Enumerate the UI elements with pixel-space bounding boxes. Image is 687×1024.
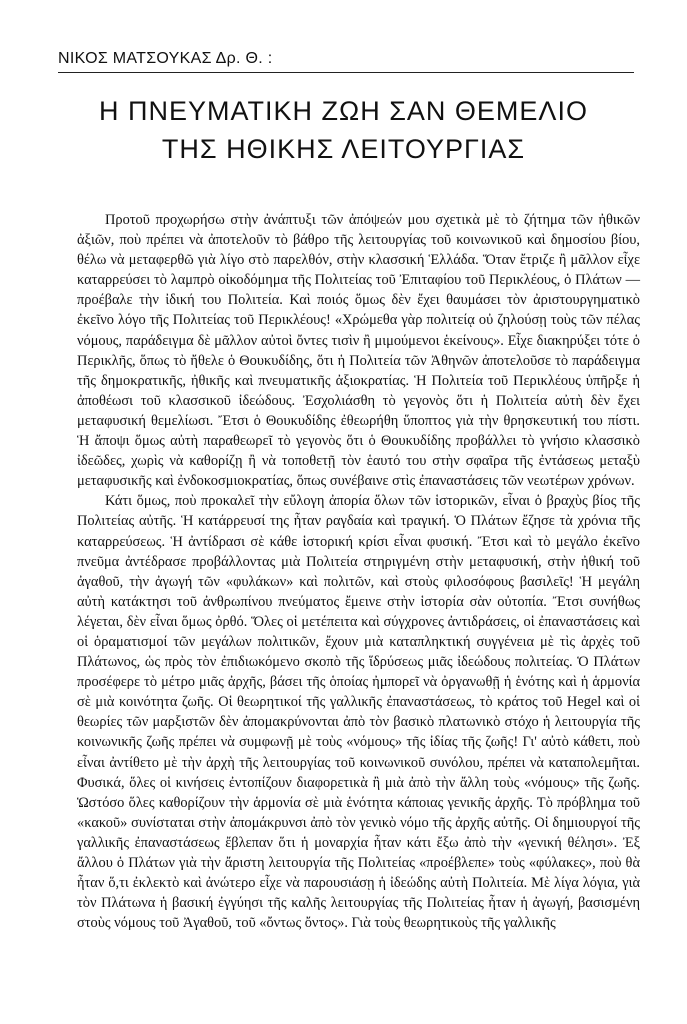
paragraph-2: Κάτι ὅμως, ποὺ προκαλεῖ τὴν εὔλογη ἀπορία ὅλων τῶν ἱστορικῶν, εἶναι ὁ βραχὺς βίος τῆς Πολιτείας αὐτῆς. Ἡ κατάρρευσί της ἦταν ραγδαία καὶ τραγική. Ὁ Πλάτων ἔζησε τὰ χρόνια τῆς καταρρεύσεως. Ἡ ἀντίδρασι σὲ κάθε ἱστορική κρίσι εἶναι φυσική. Ἔτσι καὶ τὸ μεγάλο ἐκεῖνο πνεῦμα ἀντέδρασε προβάλλοντας μιὰ Πολιτεία στηριγμένη στὴν μεταφυσική, στὴν ἠθική τοῦ ἀγαθοῦ, τὴν ἀγωγή τῶν «φυλάκων» καὶ πολιτῶν, καὶ στοὺς φιλοσόφους βασιλεῖς! Ἡ μεγάλη αὐτὴ κατάκτησι τοῦ ἀνθρωπίνου πνεύματος ἔμεινε στὴν ἱστορία σὰν οὐτοπία. Ἔτσι συνήθως λέγεται, δὲν εἶναι ὅμως ὀρθό. Ὅλες οἱ μετέπειτα καὶ σύγχρονες ἀντιδράσεις, οἱ ἐπαναστάσεις καὶ οἱ ὁραματισμοί τῶν μεγάλων πολιτικῶν, ἔχουν μιὰ καταπληκτική συγγένεια μὲ τὶς ἀρχὲς τοῦ Πλάτωνος, ὡς πρὸς τὸν ἐπιδιωκόμενο σκοπὸ τῆς ἵδρύσεως μιᾶς ἰδεώδους πολιτείας. Ὁ Πλάτων προσέφερε τὸ μέτρο μιᾶς ἀρχῆς, βάσει τῆς ὁποίας ἠμπορεῖ νὰ ὀργανωθῇ ἡ ἑνότης καὶ ἡ ἁρμονία σὲ μιὰ κοινότητα ζωῆς. Οἱ θεωρητικοί τῆς γαλλικῆς ἐπαναστάσεως, τὸ κράτος τοῦ Hegel καὶ οἱ θεωρίες τῶν μαρξιστῶν δὲν ἀπομακρύνονται ἀπὸ τὸν βασικὸ πλατωνικὸ στόχο ἡ λειτουργία τῆς κοινωνικῆς ζωῆς πρέπει νὰ συμφωνῇ μὲ τοὺς «νόμους» τῆς ἰδίας τῆς ζωῆς! Γι' αὐτὸ κάθετι, ποὺ εἶναι ἀντίθετο μὲ τὴν ἀρχὴ τῆς λειτουργίας τοῦ κοινωνικοῦ συνόλου, πρέπει νὰ καταπολεμῆται. Φυσικά, ὅλες οἱ κινήσεις ἐντοπίζουν διαφορετικὰ ἢ μιὰ ἀπὸ τὴν ἄλλη τοὺς «νόμους» τῆς ζωῆς. Ὡστόσο ὅλες καθορίζουν τὴν ἁρμονία σὲ μιὰ ἑνότητα κάποιας γενικῆς ἀρχῆς. Τὸ πρόβλημα τοῦ «κακοῦ» συνίσταται στὴν ἀπομάκρυνσι ἀπὸ τὸν γενικὸ νόμο τῆς ἀρχῆς αὐτῆς. Οἱ δημιουργοί τῆς γαλλικῆς ἐπαναστάσεως ἔβλεπαν ὅτι ἡ μοναρχία ἦταν κάτι ἔξω ἀπὸ τὴν «γενική θέλησι». Ἐξ ἄλλου ὁ Πλάτων γιὰ τὴν ἄριστη λειτουργία τῆς Πολιτείας «προέβλεπε» τοὺς «φύλακες», ποὺ θὰ ἦταν ὅ,τι ἐκλεκτὸ καὶ ἀνώτερο εἶχε νὰ παρουσιάσῃ ἡ ἰδεώδης αὐτὴ Πολιτεία. Μὲ λίγα λόγια, γιὰ τὸν Πλάτωνα ἡ βασική ἐγγύησι τῆς καλῆς λειτουργίας τῆς Πολιτείας ἦταν ἡ ἀγωγή, βασισμένη στοὺς νόμους τοῦ Ἀγαθοῦ, τοῦ «ὄντως ὄντος». Γιὰ τοὺς θεωρητικοὺς τῆς γαλλικῆς: [77, 493, 640, 932]
header-rule: [58, 72, 634, 73]
title-line-2: ΤΗΣ ΗΘΙΚΗΣ ΛΕΙΤΟΥΡΓΙΑΣ: [161, 134, 526, 164]
title-line-1: Η ΠΝΕΥΜΑΤΙΚΗ ΖΩΗ ΣΑΝ ΘΕΜΕΛΙΟ: [99, 96, 588, 126]
paragraph-1: Προτοῦ προχωρήσω στὴν ἀνάπτυξι τῶν ἀπόψεών μου σχετικὰ μὲ τὸ ζήτημα τῶν ἠθικῶν ἀξιῶν, ποὺ πρέπει νὰ ἀποτελοῦν τὸ βάθρο τῆς λειτουργίας τοῦ κοινωνικοῦ καὶ δημοσίου βίου, θέλω νὰ μεταφερθῶ γιὰ λίγο στὸ παρελθόν, στὴν κλασσική Ἑλλάδα. Ὅταν ἔτριζε ἢ μᾶλλον εἶχε καταρρεύσει τὸ λαμπρὸ οἰκοδόμημα τῆς Πολιτείας τοῦ Ἐπιταφίου τοῦ Περικλέους, ὁ Πλάτων — προέβαλε τὴν ἰδική του Πολιτεία. Καὶ ποιός ὅμως δὲν ἔχει θαυμάσει τὸν ἀριστουργηματικὸ ἐκεῖνο λόγο τῆς Πολιτείας τοῦ Περικλέους! «Χρώμεθα γὰρ πολιτείᾳ οὐ ζηλούσῃ τοὺς τῶν πέλας νόμους, παράδειγμα δὲ μᾶλλον αὐτοὶ ὄντες τισὶν ἢ μιμούμενοι ἑκείνους». Εἶχε διακηρύξει τότε ὁ Περικλῆς, ὅπως τὸ ἤθελε ὁ Θουκυδίδης, ὅτι ἡ Πολιτεία τῶν Ἀθηνῶν ἀποτελοῦσε τὸ παράδειγμα τῆς δημοκρατικῆς, ἠθικῆς καὶ πνευματικῆς ἀξιοκρατίας. Ἡ Πολιτεία τοῦ Περικλέους ὑπῆρξε ἡ ἀποθέωσι τοῦ κλασσικοῦ ἰδεώδους. Ἐσχολιάσθη τὸ γεγονὸς ὅτι ἡ Πολιτεία αὐτὴ δὲν ἔχει μεταφυσική θεμελίωσι. Ἔτσι ὁ Θουκυδίδης ἐθεωρήθη ὕποπτος γιὰ τὴν θρησκευτική του πίστι. Ἡ ἄποψι ὅμως αὐτὴ παραθεωρεῖ τὸ γεγονὸς ὅτι ὁ Θουκυδίδης προβάλλει τὸ γνήσιο κλασσικὸ ἰδεῶδες, χωρὶς νὰ καθορίζῃ ἢ νὰ τοποθετῇ τὸν ἑαυτό του στὴν σφαῖρα τῆς ἐντάσεως μεταξὺ μεταφυσικῆς καὶ ἐνδοκοσμιοκρατίας, ὅπως συνέβαινε στὶς ἐπαναστάσεις τῶν νεωτέρων χρόνων.: [77, 212, 640, 490]
article-title: [0, 92, 687, 168]
article-body: [77, 210, 640, 933]
author-name: ΝΙΚΟΣ ΜΑΤΣΟΥΚΑΣ Δρ. Θ. :: [58, 50, 273, 67]
